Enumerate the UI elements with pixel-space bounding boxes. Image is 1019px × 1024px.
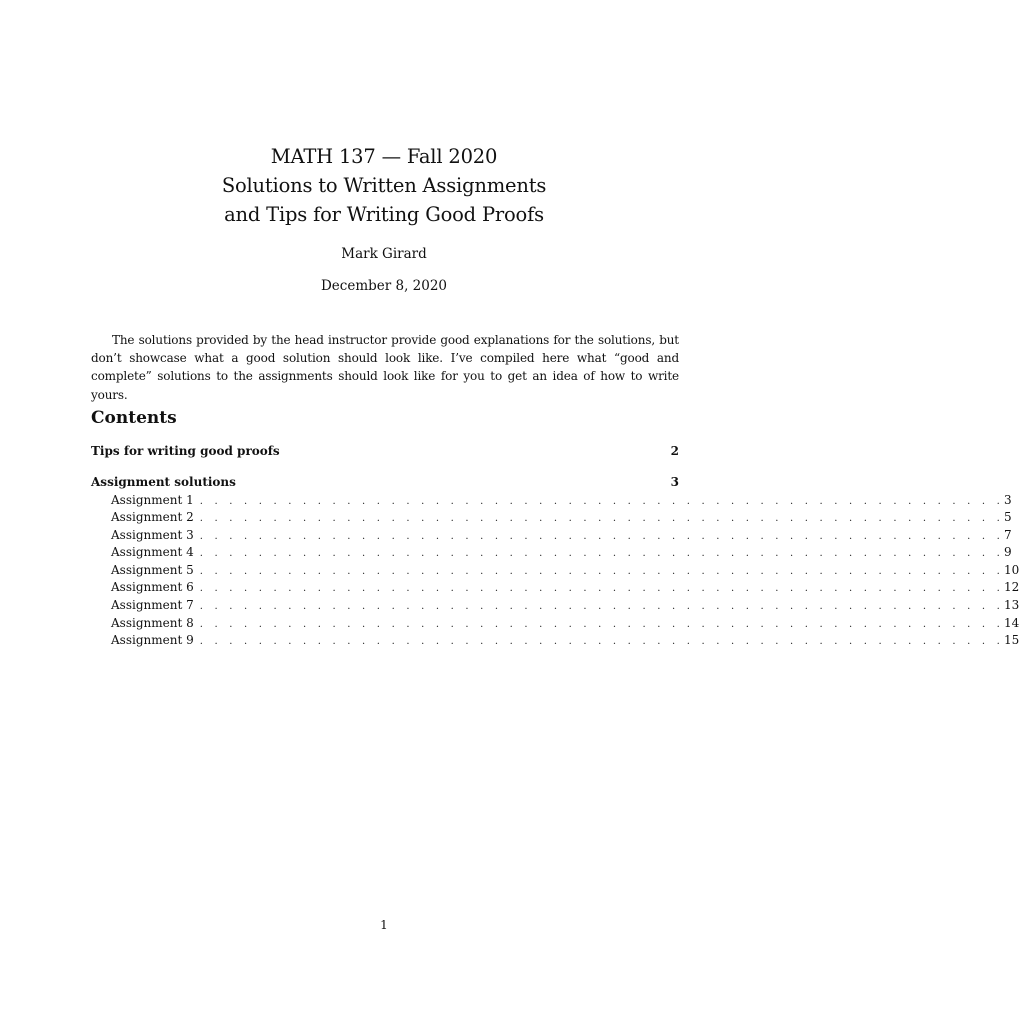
toc-entry-label[interactable]: Assignment 5	[111, 562, 194, 577]
toc-leader-dots: . . . . . . . . . . . . . . . . . . . . . . . . . . . . . . . . . . . . . . . . . . . . . . . . . . . . . . .	[199, 530, 1004, 542]
toc-entry-label[interactable]: Assignment 2	[111, 510, 194, 525]
toc-section-entry[interactable]	[91, 474, 679, 492]
toc-entry-label[interactable]: Assignment 1	[111, 492, 194, 507]
toc-entry-page: 13	[1004, 598, 1019, 613]
title-subtitle-1: Solutions to Written Assignments	[221, 174, 547, 197]
toc-entry-label[interactable]: Assignment 8	[111, 615, 194, 630]
toc-entry-assignment-9[interactable]	[91, 632, 1019, 650]
toc-leader-dots: . . . . . . . . . . . . . . . . . . . . . . . . . . . . . . . . . . . . . . . . . . . . . . . . . . . . . . .	[199, 548, 1004, 560]
toc-entry-label[interactable]: Assignment 7	[111, 598, 194, 613]
toc-entry-page: 14	[1004, 615, 1019, 630]
toc-entry-assignment-3[interactable]	[91, 527, 1012, 545]
toc-entry-assignment-5[interactable]	[91, 562, 1019, 580]
toc-entry-page: 12	[1004, 580, 1019, 595]
toc-entry-page: 3	[1004, 492, 1012, 507]
toc-leader-dots: . . . . . . . . . . . . . . . . . . . . . . . . . . . . . . . . . . . . . . . . . . . . . . . . . . . . . . .	[199, 601, 1004, 613]
toc-entry-page: 7	[1004, 527, 1012, 542]
author: Mark Girard	[341, 246, 427, 262]
toc-leader-dots: . . . . . . . . . . . . . . . . . . . . . . . . . . . . . . . . . . . . . . . . . . . . . . . . . . . . . . .	[199, 565, 1004, 577]
title-subtitle-2: and Tips for Writing Good Proofs	[224, 203, 544, 226]
toc-leader-dots: . . . . . . . . . . . . . . . . . . . . . . . . . . . . . . . . . . . . . . . . . . . . . . . . . . . . . . .	[199, 513, 1004, 525]
toc-section-label[interactable]: Tips for writing good proofs	[91, 444, 280, 458]
toc-entry-page: 10	[1004, 562, 1019, 577]
toc-leader-dots: . . . . . . . . . . . . . . . . . . . . . . . . . . . . . . . . . . . . . . . . . . . . . . . . . . . . . . .	[199, 583, 1004, 595]
toc-entry-label[interactable]: Assignment 4	[111, 545, 194, 560]
toc-section-tips[interactable]	[91, 443, 679, 461]
toc-entry-assignment-8[interactable]	[91, 615, 1019, 633]
title-course: MATH 137 — Fall 2020	[270, 145, 498, 168]
toc-entry-page: 15	[1004, 633, 1019, 648]
toc-section-page: 3	[670, 475, 679, 489]
toc-leader-dots: . . . . . . . . . . . . . . . . . . . . . . . . . . . . . . . . . . . . . . . . . . . . . . . . . . . . . . .	[199, 636, 1004, 648]
toc-leader-dots: . . . . . . . . . . . . . . . . . . . . . . . . . . . . . . . . . . . . . . . . . . . . . . . . . . . . . . .	[199, 618, 1004, 630]
toc-section-assignments	[91, 474, 1019, 650]
page-number: 1	[380, 918, 388, 932]
toc-entry-page: 9	[1004, 545, 1012, 560]
toc-entry-assignment-1[interactable]	[91, 492, 1012, 510]
toc-entry-assignment-2[interactable]	[91, 509, 1012, 527]
abstract-paragraph: The solutions provided by the head instructor provide good explanations for the solutions, but don’t showcase what a good solution should look like. I’ve compiled here what “good and complete” solutions to the assignments should look like for you to get an idea of how to write yours.	[91, 333, 679, 402]
document-title	[0, 142, 768, 229]
toc-section-label[interactable]: Assignment solutions	[91, 475, 236, 489]
toc-entry-label[interactable]: Assignment 6	[111, 580, 194, 595]
toc-entry-page: 5	[1004, 510, 1012, 525]
toc-entry-label[interactable]: Assignment 9	[111, 633, 194, 648]
contents-heading: Contents	[91, 408, 177, 428]
toc-section-page: 2	[670, 444, 679, 458]
toc-entry-label[interactable]: Assignment 3	[111, 527, 194, 542]
date: December 8, 2020	[320, 278, 448, 294]
toc-entry-assignment-4[interactable]	[91, 544, 1012, 562]
toc-entry-assignment-6[interactable]	[91, 579, 1019, 597]
toc-entry-assignment-7[interactable]	[91, 597, 1019, 615]
toc-leader-dots: . . . . . . . . . . . . . . . . . . . . . . . . . . . . . . . . . . . . . . . . . . . . . . . . . . . . . . .	[199, 495, 1004, 507]
